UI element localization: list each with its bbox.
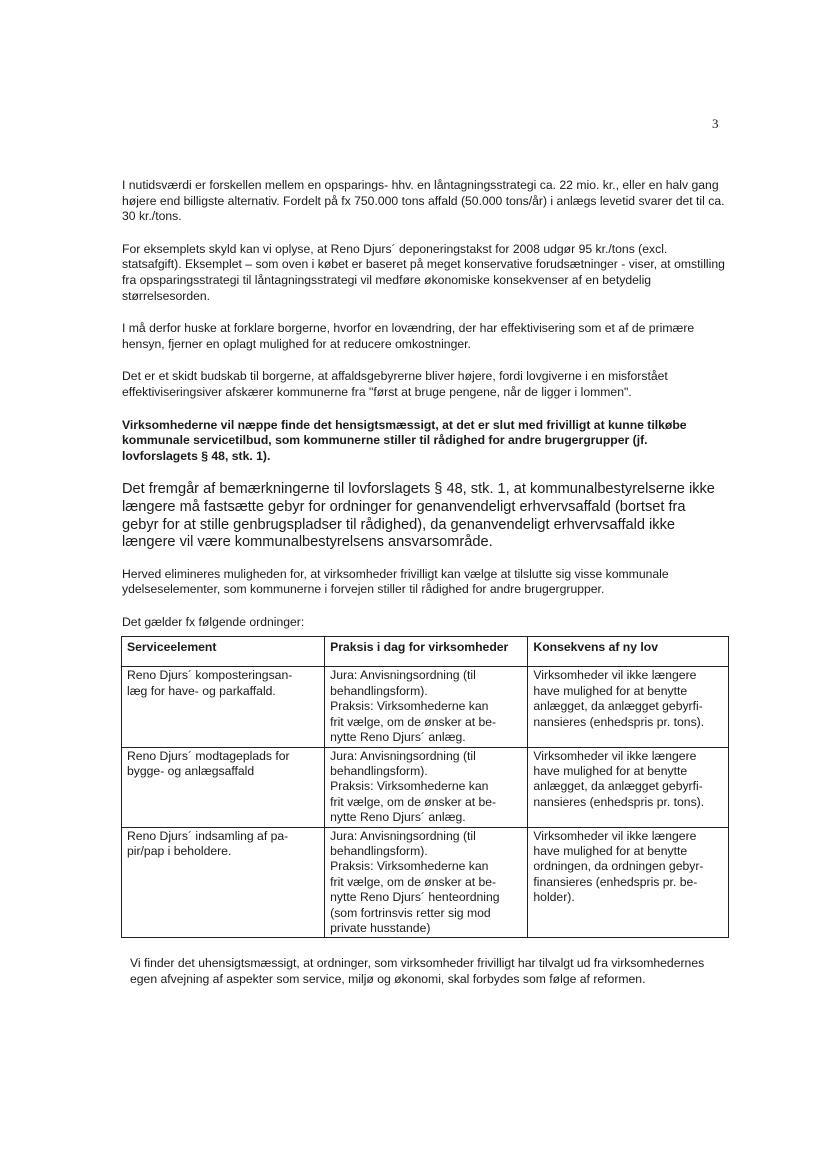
- cell-text-line: Jura: Anvisningsordning (til: [330, 748, 476, 763]
- cell-text-line: Virksomheder vil ikke længere: [533, 748, 697, 763]
- cell-text-line: frit vælge, om de ønsker at be-: [330, 874, 497, 889]
- cell-practice: [325, 747, 528, 827]
- cell-text-line: Jura: Anvisningsordning (til: [330, 668, 476, 683]
- paragraph-bad-message: Det er et skidt budskab til borgerne, at affaldsgebyrerne bliver højere, fordi lovgiverne i en misforstået effektiviseringsiver afskærer kommunerne fra "først at bruge pengene, når de ligger i lommen".: [122, 369, 668, 399]
- table-row: [122, 747, 729, 827]
- cell-text-line: private husstande): [330, 920, 431, 935]
- cell-text-line: nansieres (enhedspris pr. tons).: [533, 794, 705, 809]
- cell-text-line: behandlingsform).: [330, 763, 428, 778]
- paragraph-eliminated-option: Herved elimineres muligheden for, at virksomheder frivilligt kan vælge at tilslutte sig visse kommunale ydelseselementer, som kommunerne i forvejen stiller til rådighed for andre brugergrupper.: [122, 566, 669, 597]
- cell-practice: [325, 667, 528, 747]
- cell-text-line: (som fortrinsvis retter sig mod: [330, 905, 491, 920]
- table-row: [122, 667, 729, 747]
- table-header-row: [122, 637, 729, 667]
- cell-text-line: frit vælge, om de ønsker at be-: [330, 794, 497, 809]
- paragraph-closing: Vi finder det uhensigtsmæssigt, at ordninger, som virksomheder frivilligt har tilvalgt ud fra virksomhedernes egen afvejning af aspekter som service, miljø og økonomi, skal forbydes som følge af reformen.: [130, 956, 705, 986]
- cell-text-line: anlægget, da anlægget gebyrfi-: [533, 699, 703, 714]
- cell-text-line: Reno Djurs´ indsamling af pa-: [127, 828, 289, 843]
- cell-text-line: have mulighed for at benytte: [533, 763, 688, 778]
- table-row: [122, 827, 729, 938]
- paragraph-savings-difference: I nutidsværdi er forskellen mellem en opsparings- hhv. en låntagningsstrategi ca. 22 mio. kr., eller en halv gang højere end billigste alternativ. Fordelt på fx 750.000 tons affald (50.000 tons/år) i anlægs levetid svarer det til ca. 30 kr./tons.: [122, 178, 725, 224]
- cell-text-line: Virksomheder vil ikke længere: [533, 668, 697, 683]
- cell-service: [122, 827, 325, 938]
- cell-text-line: nytte Reno Djurs´ henteordning: [330, 890, 500, 905]
- cell-text-line: anlægget, da anlægget gebyrfi-: [533, 779, 703, 794]
- cell-text-line: pir/pap i beholdere.: [127, 843, 232, 858]
- paragraph-companies-heading: Virksomhederne vil næppe finde det hensigtsmæssigt, at det er slut med frivilligt at kunne tilkøbe kommunale servicetilbud, som kommunerne stiller til rådighed for andre brugergrupper (jf. lovforslagets § 48, stk. 1).: [122, 417, 687, 463]
- cell-text-line: finansieres (enhedspris pr. be-: [533, 874, 698, 889]
- cell-text-line: Reno Djurs´ komposteringsan-: [127, 668, 293, 683]
- cell-text-line: have mulighed for at benytte: [533, 683, 688, 698]
- cell-text-line: Praksis: Virksomhederne kan: [330, 859, 489, 874]
- cell-text-line: bygge- og anlægsaffald: [127, 763, 255, 778]
- cell-service: [122, 747, 325, 827]
- cell-text-line: ordningen, da ordningen gebyr-: [533, 859, 704, 874]
- cell-consequence: [528, 827, 729, 938]
- document-body: [122, 178, 726, 1005]
- paragraph-applies-to: Det gælder fx følgende ordninger:: [122, 614, 305, 629]
- cell-text-line: Praksis: Virksomhederne kan: [330, 779, 489, 794]
- cell-text-line: behandlingsform).: [330, 843, 428, 858]
- page-number: 3: [712, 116, 719, 131]
- cell-text-line: behandlingsform).: [330, 683, 428, 698]
- service-table: [121, 636, 729, 938]
- cell-text-line: have mulighed for at benytte: [533, 843, 688, 858]
- cell-text-line: læg for have- og parkaffald.: [127, 683, 276, 698]
- cell-text-line: nytte Reno Djurs´ anlæg.: [330, 810, 466, 825]
- cell-text-line: frit vælge, om de ønsker at be-: [330, 714, 497, 729]
- paragraph-example-tariff: For eksemplets skyld kan vi oplyse, at Reno Djurs´ deponeringstakst for 2008 udgør 95 kr./tons (excl. statsafgift). Eksemplet – som oven i købet er baseret på meget konservative forudsætninger - viser, at omstilling fra opsparingsstrategi til låntagningsstrategi vil medføre økonomiske konsekvenser af en betydelig størrelsesorden.: [122, 241, 725, 303]
- cell-consequence: [528, 747, 729, 827]
- cell-text-line: Jura: Anvisningsordning (til: [330, 828, 476, 843]
- cell-consequence: [528, 667, 729, 747]
- cell-text-line: nansieres (enhedspris pr. tons).: [533, 714, 705, 729]
- column-header-practice: Praksis i dag for virksomheder: [325, 637, 528, 667]
- paragraph-remarks-48: Det fremgår af bemærkningerne til lovforslagets § 48, stk. 1, at kommunalbestyrelserne ikke længere må fastsætte gebyr for ordninger for genanvendeligt erhvervsaffald (bortset fra gebyr for at stille genbrugspladser til rådighed), da genanvendeligt erhvervsaffald ikke længere vil være kommunalbestyrelsens ansvarsområde.: [122, 481, 715, 551]
- cell-practice: [325, 827, 528, 938]
- cell-service: [122, 667, 325, 747]
- cell-text-line: nytte Reno Djurs´ anlæg.: [330, 730, 466, 745]
- column-header-consequence: Konsekvens af ny lov: [528, 637, 729, 667]
- column-header-service: Serviceelement: [122, 637, 325, 667]
- cell-text-line: Reno Djurs´ modtageplads for: [127, 748, 290, 763]
- cell-text-line: Praksis: Virksomhederne kan: [330, 699, 489, 714]
- cell-text-line: holder).: [533, 890, 575, 905]
- paragraph-explain-citizens: I må derfor huske at forklare borgerne, hvorfor en lovændring, der har effektivisering som et af de primære hensyn, fjerner en oplagt mulighed for at reducere omkostninger.: [122, 321, 695, 351]
- cell-text-line: Virksomheder vil ikke længere: [533, 828, 697, 843]
